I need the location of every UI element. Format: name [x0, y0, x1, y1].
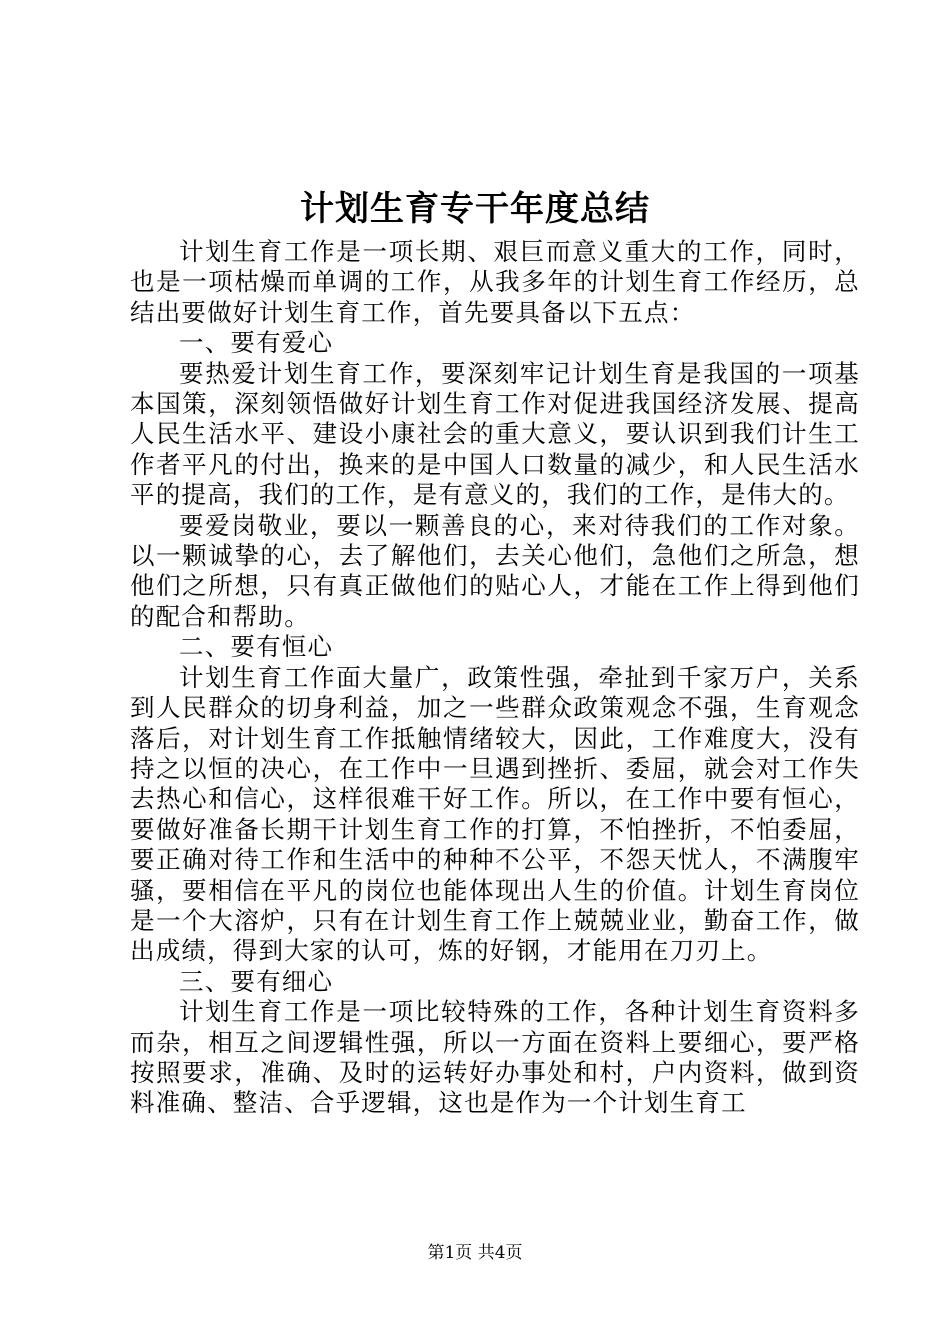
paragraph-perseverance: 计划生育工作面大量广，政策性强，牵扯到千家万户，关系到人民群众的切身利益，加之一些群众政策观念不强，生育观念落后，对计划生育工作抵触情绪较大，因此，工作难度大，没有持之以恒的决心，在工作中一旦遇到挫折、委屈，就会对工作失去热心和信心，这样很难干好工作。所以，在工作中要有恒心，要做好准备长期干计划生育工作的打算，不怕挫折，不怕委屈，要正确对待工作和生活中的种种不公平，不怨天忧人，不满腹牢骚，要相信在平凡的岗位也能体现出人生的价值。计划生育岗位是一个大溶炉，只有在计划生育工作上兢兢业业，勤奋工作，做出成绩，得到大家的认可，炼的好钢，才能用在刀刃上。 — [130, 662, 860, 966]
section-heading-perseverance: 二、要有恒心 — [179, 632, 334, 662]
page-footer: 第1页 共4页 — [427, 1243, 523, 1263]
paragraph-intro: 计划生育工作是一项长期、艰巨而意义重大的工作，同时，也是一项枯燥而单调的工作，从我多年的计划生育工作经历，总结出要做好计划生育工作，首先要具备以下五点： — [130, 237, 860, 327]
section-heading-love: 一、要有爱心 — [179, 328, 334, 358]
paragraph-carefulness: 计划生育工作是一项比较特殊的工作，各种计划生育资料多而杂，相互之间逻辑性强，所以一方面在资料上要细心，要严格按照要求，准确、及时的运转好办事处和村，户内资料，做到资料准确、整洁、合乎逻辑，这也是作为一个计划生育工 — [130, 997, 860, 1118]
document-body — [130, 237, 860, 1119]
section-heading-carefulness: 三、要有细心 — [179, 966, 334, 996]
paragraph-love-1: 要热爱计划生育工作，要深刻牢记计划生育是我国的一项基本国策，深刻领悟做好计划生育工作对促进我国经济发展、提高人民生活水平、建设小康社会的重大意义，要认识到我们计生工作者平凡的付出，换来的是中国人口数量的减少，和人民生活水平的提高，我们的工作，是有意义的，我们的工作，是伟大的。 — [130, 358, 860, 510]
paragraph-love-2: 要爱岗敬业，要以一颗善良的心，来对待我们的工作对象。以一颗诚挚的心，去了解他们，去关心他们，急他们之所急，想他们之所想，只有真正做他们的贴心人，才能在工作上得到他们的配合和帮助。 — [130, 510, 860, 631]
document-title: 计划生育专干年度总结 — [300, 189, 650, 229]
